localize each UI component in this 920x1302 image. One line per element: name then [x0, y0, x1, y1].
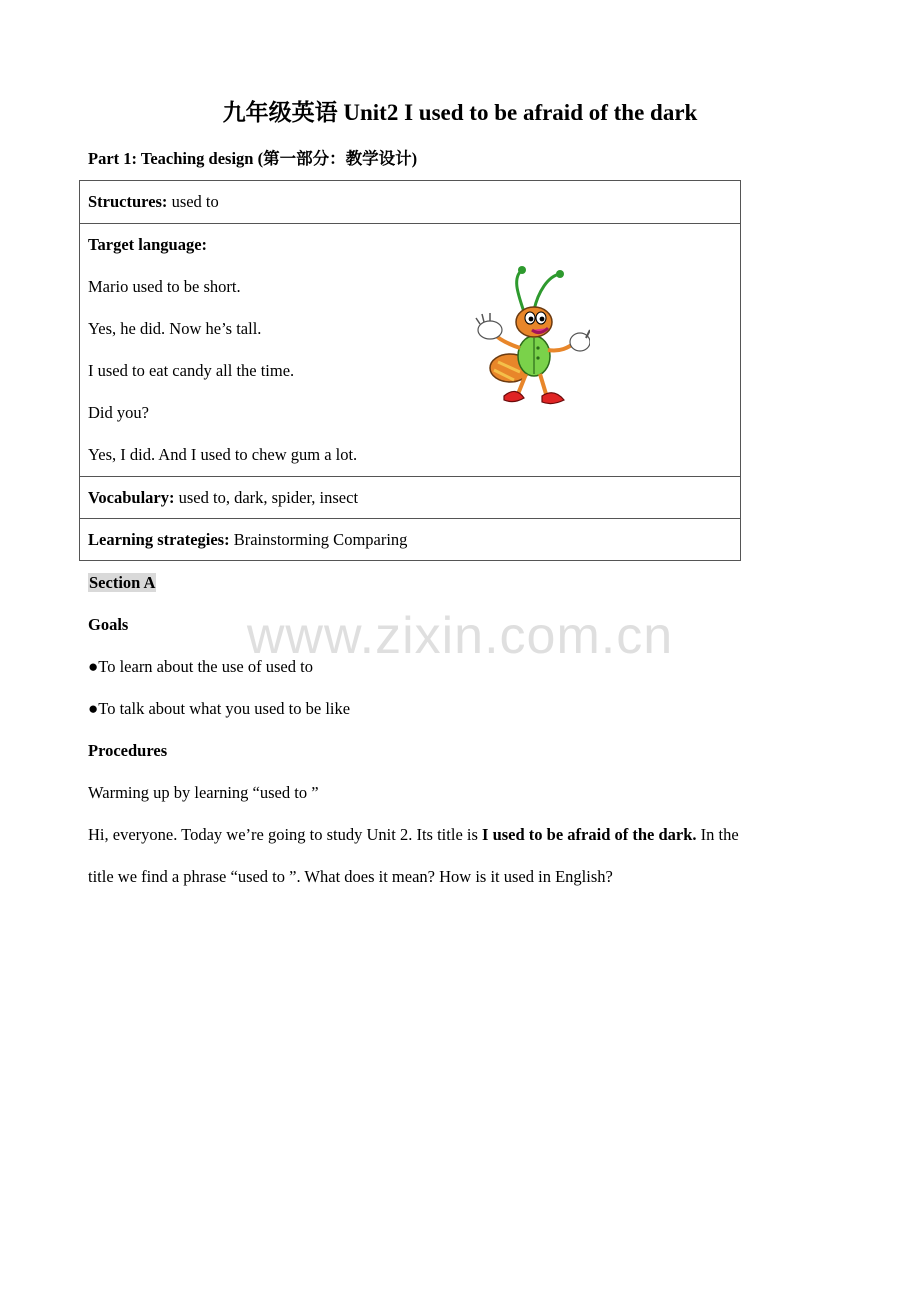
- cartoon-ant-image: [472, 264, 590, 410]
- structures-row: [80, 181, 740, 223]
- intro-title-bold: I used to be afraid of the dark.: [482, 825, 697, 844]
- target-language-label: Target language:: [88, 235, 208, 254]
- structures-label: Structures:: [88, 192, 168, 211]
- learning-strategies-value: Brainstorming Comparing: [229, 530, 408, 549]
- part1-heading: Part 1: Teaching design (第一部分：教学设计): [88, 149, 418, 168]
- target-line: I used to eat candy all the time.: [88, 361, 295, 380]
- document-title: 九年级英语 Unit2 I used to be afraid of the dark: [222, 100, 698, 125]
- goals-heading: Goals: [88, 615, 129, 634]
- target-line: Mario used to be short.: [88, 277, 241, 296]
- goal-item: [88, 654, 313, 680]
- vocabulary-row: [80, 476, 740, 518]
- goal-text: To learn about the use of used to: [98, 657, 313, 676]
- procedures-heading: Procedures: [88, 741, 168, 760]
- target-line: Did you?: [88, 403, 149, 422]
- bullet-icon: ●: [88, 657, 99, 676]
- vocabulary-label: Vocabulary:: [88, 488, 175, 507]
- teaching-design-table: [79, 180, 741, 561]
- target-line: Yes, I did. And I used to chew gum a lot.: [88, 445, 358, 464]
- bullet-icon: ●: [88, 699, 99, 718]
- intro-paragraph-line1: [88, 822, 739, 848]
- warming-up-text: Warming up by learning “used to ”: [88, 783, 319, 802]
- goal-item: [88, 696, 350, 722]
- intro-paragraph-line2: title we find a phrase “used to ”. What does it mean? How is it used in English?: [88, 867, 613, 886]
- section-a-heading: [88, 570, 156, 596]
- learning-strategies-row: [80, 518, 740, 560]
- intro-text-tail: In the: [696, 825, 739, 844]
- target-language-row: [80, 223, 740, 476]
- learning-strategies-label: Learning strategies:: [88, 530, 230, 549]
- goal-text: To talk about what you used to be like: [98, 699, 351, 718]
- target-line: Yes, he did. Now he’s tall.: [88, 319, 262, 338]
- section-a-label: Section A: [89, 573, 156, 592]
- intro-text: Hi, everyone. Today we’re going to study Unit 2. Its title is: [88, 825, 483, 844]
- vocabulary-value: used to, dark, spider, insect: [174, 488, 359, 507]
- structures-value: used to: [167, 192, 219, 211]
- watermark: www.zixin.com.cn: [246, 607, 674, 665]
